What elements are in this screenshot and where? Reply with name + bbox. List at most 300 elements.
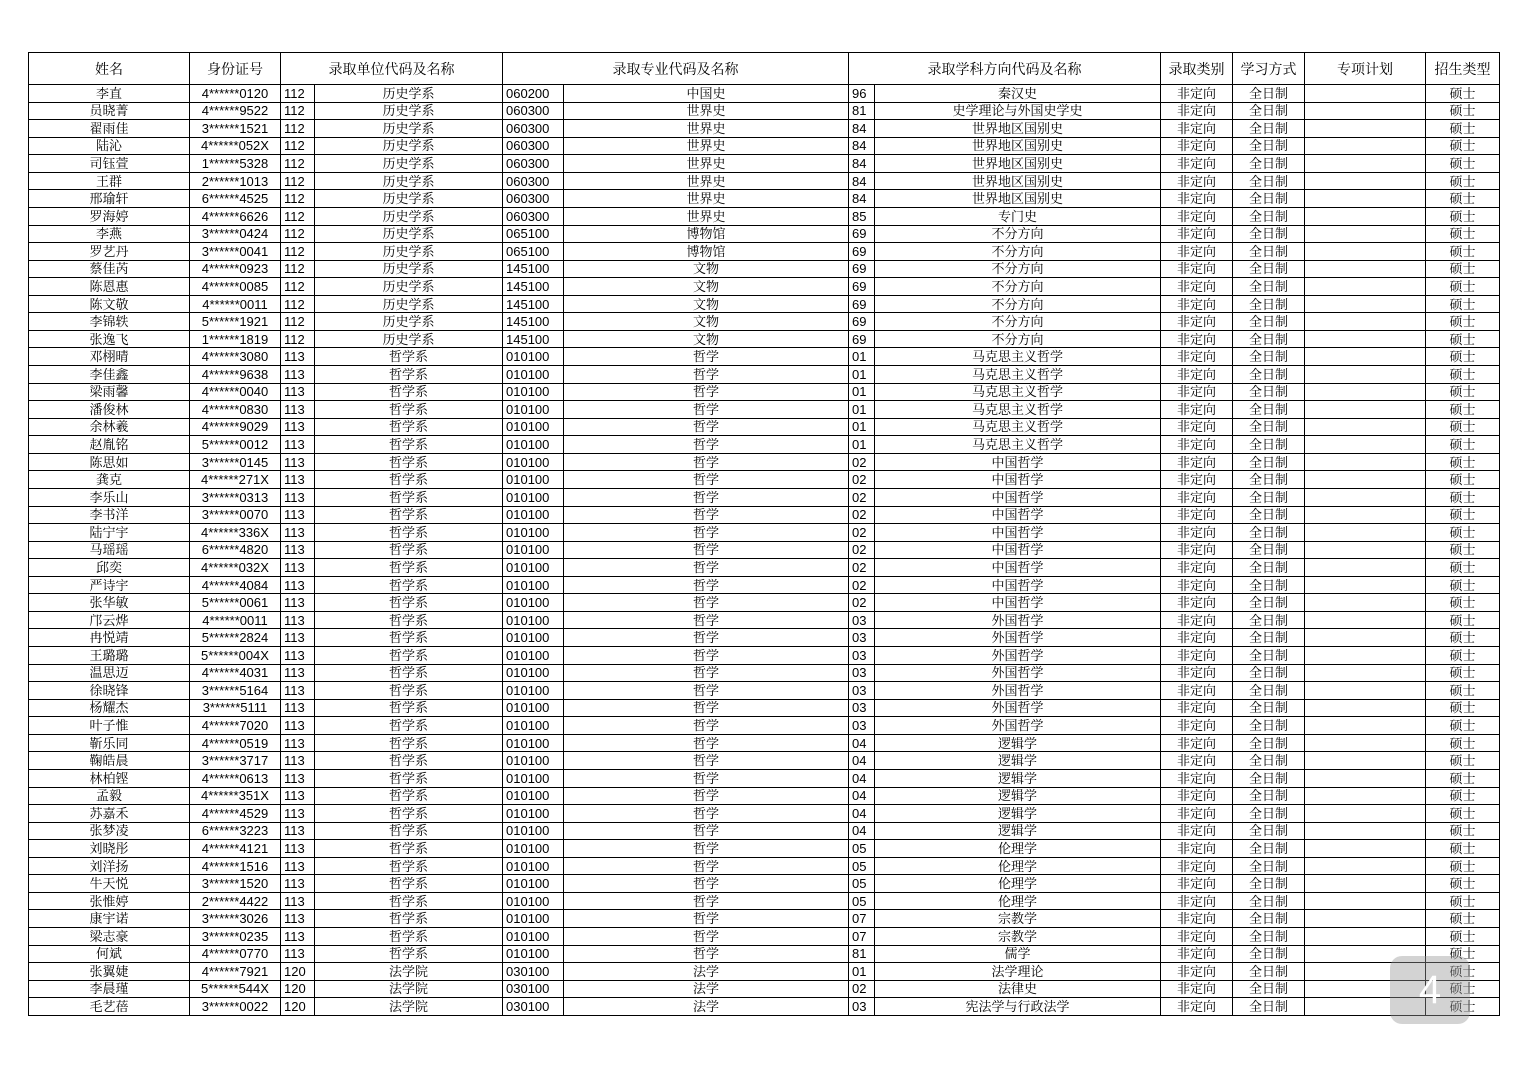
cell-name: 邝云烨	[29, 611, 190, 629]
cell-major-code: 030100	[503, 980, 564, 998]
cell-name: 龚克	[29, 471, 190, 489]
cell-unit-name: 哲学系	[315, 506, 503, 524]
cell-major-name: 哲学	[564, 629, 849, 647]
cell-study-mode: 全日制	[1233, 172, 1305, 190]
cell-special-plan	[1305, 383, 1426, 401]
cell-major-name: 哲学	[564, 945, 849, 963]
cell-enroll-type: 硕士	[1426, 348, 1500, 366]
cell-unit-name: 哲学系	[315, 629, 503, 647]
cell-direction-code: 04	[849, 787, 875, 805]
cell-study-mode: 全日制	[1233, 664, 1305, 682]
table-row	[29, 875, 1500, 893]
table-row	[29, 717, 1500, 735]
cell-unit-name: 历史学系	[315, 137, 503, 155]
cell-enroll-type: 硕士	[1426, 102, 1500, 120]
cell-unit-code: 113	[281, 857, 315, 875]
cell-name: 何斌	[29, 945, 190, 963]
cell-unit-name: 哲学系	[315, 471, 503, 489]
cell-name: 牛天悦	[29, 875, 190, 893]
cell-direction-name: 中国哲学	[875, 524, 1161, 542]
cell-direction-code: 03	[849, 664, 875, 682]
cell-special-plan	[1305, 488, 1426, 506]
cell-name: 李乐山	[29, 488, 190, 506]
cell-name: 邓栩晴	[29, 348, 190, 366]
cell-direction-name: 法律史	[875, 980, 1161, 998]
cell-unit-name: 哲学系	[315, 401, 503, 419]
cell-special-plan	[1305, 436, 1426, 454]
cell-direction-name: 不分方向	[875, 313, 1161, 331]
table-row	[29, 348, 1500, 366]
cell-unit-name: 法学院	[315, 980, 503, 998]
cell-major-code: 010100	[503, 366, 564, 384]
table-row	[29, 559, 1500, 577]
cell-category: 非定向	[1161, 928, 1233, 946]
cell-unit-code: 113	[281, 629, 315, 647]
cell-study-mode: 全日制	[1233, 207, 1305, 225]
table-row	[29, 769, 1500, 787]
cell-id-number: 4******0923	[190, 260, 281, 278]
cell-special-plan	[1305, 611, 1426, 629]
cell-name: 蔡佳芮	[29, 260, 190, 278]
cell-enroll-type: 硕士	[1426, 928, 1500, 946]
cell-unit-name: 法学院	[315, 998, 503, 1016]
cell-major-code: 060300	[503, 172, 564, 190]
cell-unit-code: 113	[281, 875, 315, 893]
cell-direction-name: 世界地区国别史	[875, 172, 1161, 190]
cell-name: 罗艺丹	[29, 243, 190, 261]
cell-major-code: 010100	[503, 892, 564, 910]
cell-unit-name: 历史学系	[315, 172, 503, 190]
cell-unit-code: 112	[281, 260, 315, 278]
cell-unit-name: 哲学系	[315, 383, 503, 401]
cell-enroll-type: 硕士	[1426, 330, 1500, 348]
cell-unit-name: 历史学系	[315, 330, 503, 348]
cell-id-number: 5******2824	[190, 629, 281, 647]
cell-special-plan	[1305, 418, 1426, 436]
cell-direction-name: 中国哲学	[875, 453, 1161, 471]
cell-unit-code: 113	[281, 611, 315, 629]
cell-enroll-type: 硕士	[1426, 401, 1500, 419]
cell-direction-code: 03	[849, 629, 875, 647]
cell-name: 司钰萱	[29, 155, 190, 173]
cell-enroll-type: 硕士	[1426, 120, 1500, 138]
cell-unit-code: 113	[281, 559, 315, 577]
cell-special-plan	[1305, 524, 1426, 542]
cell-unit-name: 历史学系	[315, 313, 503, 331]
cell-direction-name: 世界地区国别史	[875, 155, 1161, 173]
cell-unit-code: 112	[281, 207, 315, 225]
cell-study-mode: 全日制	[1233, 155, 1305, 173]
cell-direction-name: 宗教学	[875, 928, 1161, 946]
cell-direction-name: 世界地区国别史	[875, 190, 1161, 208]
cell-enroll-type: 硕士	[1426, 611, 1500, 629]
cell-direction-code: 69	[849, 313, 875, 331]
cell-major-name: 世界史	[564, 190, 849, 208]
cell-direction-code: 84	[849, 120, 875, 138]
cell-category: 非定向	[1161, 471, 1233, 489]
cell-direction-code: 02	[849, 541, 875, 559]
table-row	[29, 910, 1500, 928]
cell-category: 非定向	[1161, 629, 1233, 647]
cell-unit-code: 113	[281, 717, 315, 735]
cell-direction-name: 伦理学	[875, 875, 1161, 893]
table-row	[29, 471, 1500, 489]
cell-unit-code: 112	[281, 85, 315, 103]
cell-direction-name: 逻辑学	[875, 805, 1161, 823]
cell-major-code: 010100	[503, 734, 564, 752]
table-row	[29, 260, 1500, 278]
cell-major-code: 010100	[503, 857, 564, 875]
cell-category: 非定向	[1161, 172, 1233, 190]
cell-major-code: 060300	[503, 207, 564, 225]
cell-category: 非定向	[1161, 278, 1233, 296]
cell-special-plan	[1305, 752, 1426, 770]
cell-study-mode: 全日制	[1233, 892, 1305, 910]
cell-major-code: 010100	[503, 752, 564, 770]
table-row	[29, 207, 1500, 225]
cell-id-number: 3******0313	[190, 488, 281, 506]
cell-direction-name: 马克思主义哲学	[875, 418, 1161, 436]
cell-study-mode: 全日制	[1233, 383, 1305, 401]
cell-unit-name: 哲学系	[315, 875, 503, 893]
cell-major-name: 哲学	[564, 611, 849, 629]
cell-enroll-type: 硕士	[1426, 85, 1500, 103]
cell-major-code: 010100	[503, 840, 564, 858]
cell-unit-name: 哲学系	[315, 488, 503, 506]
table-row	[29, 629, 1500, 647]
cell-id-number: 4******032X	[190, 559, 281, 577]
cell-major-name: 哲学	[564, 453, 849, 471]
table-body	[29, 85, 1500, 1016]
cell-name: 李晨瑾	[29, 980, 190, 998]
cell-study-mode: 全日制	[1233, 699, 1305, 717]
cell-enroll-type: 硕士	[1426, 366, 1500, 384]
cell-unit-name: 哲学系	[315, 717, 503, 735]
cell-major-code: 145100	[503, 295, 564, 313]
table-row	[29, 945, 1500, 963]
cell-id-number: 3******0022	[190, 998, 281, 1016]
cell-unit-name: 哲学系	[315, 647, 503, 665]
cell-enroll-type: 硕士	[1426, 383, 1500, 401]
cell-name: 潘俊林	[29, 401, 190, 419]
table-row	[29, 330, 1500, 348]
cell-direction-name: 不分方向	[875, 330, 1161, 348]
cell-unit-name: 历史学系	[315, 243, 503, 261]
table-row	[29, 998, 1500, 1016]
cell-major-code: 010100	[503, 928, 564, 946]
cell-category: 非定向	[1161, 664, 1233, 682]
table-row	[29, 120, 1500, 138]
cell-name: 王璐璐	[29, 647, 190, 665]
cell-enroll-type: 硕士	[1426, 453, 1500, 471]
cell-unit-code: 112	[281, 155, 315, 173]
cell-unit-code: 113	[281, 401, 315, 419]
cell-major-name: 哲学	[564, 524, 849, 542]
table-row	[29, 928, 1500, 946]
cell-unit-name: 历史学系	[315, 207, 503, 225]
cell-category: 非定向	[1161, 576, 1233, 594]
cell-unit-name: 哲学系	[315, 945, 503, 963]
cell-special-plan	[1305, 576, 1426, 594]
table-row	[29, 190, 1500, 208]
cell-study-mode: 全日制	[1233, 102, 1305, 120]
cell-major-code: 060200	[503, 85, 564, 103]
cell-major-name: 文物	[564, 260, 849, 278]
cell-major-code: 010100	[503, 506, 564, 524]
cell-id-number: 4******9522	[190, 102, 281, 120]
table-row	[29, 155, 1500, 173]
header-id-number: 身份证号	[190, 53, 281, 85]
cell-direction-name: 中国哲学	[875, 559, 1161, 577]
cell-unit-name: 哲学系	[315, 366, 503, 384]
cell-unit-name: 历史学系	[315, 120, 503, 138]
cell-study-mode: 全日制	[1233, 822, 1305, 840]
cell-name: 余林羲	[29, 418, 190, 436]
cell-special-plan	[1305, 822, 1426, 840]
cell-unit-code: 112	[281, 172, 315, 190]
cell-name: 翟雨佳	[29, 120, 190, 138]
cell-study-mode: 全日制	[1233, 682, 1305, 700]
cell-special-plan	[1305, 155, 1426, 173]
cell-id-number: 4******351X	[190, 787, 281, 805]
cell-unit-name: 哲学系	[315, 805, 503, 823]
page-number-badge: 4	[1390, 956, 1470, 1024]
cell-major-name: 世界史	[564, 172, 849, 190]
cell-special-plan	[1305, 717, 1426, 735]
cell-category: 非定向	[1161, 190, 1233, 208]
cell-id-number: 4******9638	[190, 366, 281, 384]
cell-category: 非定向	[1161, 243, 1233, 261]
cell-study-mode: 全日制	[1233, 910, 1305, 928]
cell-major-code: 010100	[503, 787, 564, 805]
cell-category: 非定向	[1161, 120, 1233, 138]
cell-id-number: 4******0613	[190, 769, 281, 787]
cell-unit-code: 113	[281, 840, 315, 858]
cell-direction-name: 宪法学与行政法学	[875, 998, 1161, 1016]
cell-study-mode: 全日制	[1233, 401, 1305, 419]
cell-name: 邢瑜轩	[29, 190, 190, 208]
cell-enroll-type: 硕士	[1426, 664, 1500, 682]
cell-name: 张华敏	[29, 594, 190, 612]
header-study-mode: 学习方式	[1233, 53, 1305, 85]
cell-unit-code: 113	[281, 769, 315, 787]
cell-enroll-type: 硕士	[1426, 682, 1500, 700]
header-major: 录取专业代码及名称	[503, 53, 849, 85]
cell-unit-code: 113	[281, 506, 315, 524]
cell-special-plan	[1305, 699, 1426, 717]
cell-study-mode: 全日制	[1233, 278, 1305, 296]
cell-unit-name: 哲学系	[315, 840, 503, 858]
cell-major-code: 010100	[503, 769, 564, 787]
cell-unit-name: 哲学系	[315, 348, 503, 366]
cell-direction-name: 马克思主义哲学	[875, 383, 1161, 401]
cell-unit-code: 113	[281, 752, 315, 770]
table-row	[29, 980, 1500, 998]
cell-major-name: 法学	[564, 998, 849, 1016]
cell-direction-name: 法学理论	[875, 963, 1161, 981]
cell-major-code: 010100	[503, 471, 564, 489]
cell-major-code: 010100	[503, 682, 564, 700]
cell-major-name: 哲学	[564, 857, 849, 875]
cell-id-number: 5******544X	[190, 980, 281, 998]
cell-unit-code: 112	[281, 243, 315, 261]
cell-unit-code: 113	[281, 453, 315, 471]
cell-direction-code: 01	[849, 418, 875, 436]
cell-direction-name: 秦汉史	[875, 85, 1161, 103]
cell-unit-code: 112	[281, 313, 315, 331]
cell-id-number: 3******0041	[190, 243, 281, 261]
cell-special-plan	[1305, 910, 1426, 928]
cell-major-code: 010100	[503, 664, 564, 682]
cell-unit-name: 哲学系	[315, 769, 503, 787]
cell-id-number: 6******4820	[190, 541, 281, 559]
cell-direction-code: 03	[849, 717, 875, 735]
table-row	[29, 295, 1500, 313]
table-row	[29, 453, 1500, 471]
table-row	[29, 647, 1500, 665]
cell-enroll-type: 硕士	[1426, 488, 1500, 506]
cell-name: 刘洋扬	[29, 857, 190, 875]
cell-major-code: 010100	[503, 576, 564, 594]
cell-direction-name: 中国哲学	[875, 488, 1161, 506]
cell-major-code: 060300	[503, 190, 564, 208]
cell-direction-code: 84	[849, 172, 875, 190]
cell-unit-code: 112	[281, 190, 315, 208]
cell-enroll-type: 硕士	[1426, 699, 1500, 717]
cell-unit-code: 113	[281, 418, 315, 436]
cell-id-number: 4******7020	[190, 717, 281, 735]
cell-enroll-type: 硕士	[1426, 892, 1500, 910]
cell-major-code: 010100	[503, 453, 564, 471]
cell-special-plan	[1305, 892, 1426, 910]
table-row	[29, 840, 1500, 858]
cell-unit-code: 113	[281, 576, 315, 594]
cell-major-code: 010100	[503, 805, 564, 823]
cell-major-name: 哲学	[564, 664, 849, 682]
header-special-plan: 专项计划	[1305, 53, 1426, 85]
cell-unit-code: 112	[281, 225, 315, 243]
cell-category: 非定向	[1161, 137, 1233, 155]
cell-major-name: 哲学	[564, 928, 849, 946]
cell-name: 梁志豪	[29, 928, 190, 946]
cell-direction-name: 逻辑学	[875, 734, 1161, 752]
cell-category: 非定向	[1161, 910, 1233, 928]
header-unit: 录取单位代码及名称	[281, 53, 503, 85]
cell-id-number: 2******1013	[190, 172, 281, 190]
cell-major-code: 145100	[503, 278, 564, 296]
cell-direction-code: 69	[849, 225, 875, 243]
cell-enroll-type: 硕士	[1426, 998, 1500, 1016]
cell-unit-name: 哲学系	[315, 734, 503, 752]
table-row	[29, 857, 1500, 875]
cell-major-code: 010100	[503, 699, 564, 717]
cell-direction-code: 69	[849, 295, 875, 313]
cell-unit-name: 哲学系	[315, 436, 503, 454]
cell-unit-name: 哲学系	[315, 418, 503, 436]
cell-major-code: 010100	[503, 594, 564, 612]
cell-major-name: 哲学	[564, 559, 849, 577]
cell-id-number: 4******0011	[190, 611, 281, 629]
cell-special-plan	[1305, 313, 1426, 331]
cell-unit-code: 113	[281, 892, 315, 910]
cell-enroll-type: 硕士	[1426, 190, 1500, 208]
cell-study-mode: 全日制	[1233, 875, 1305, 893]
cell-category: 非定向	[1161, 436, 1233, 454]
cell-unit-code: 113	[281, 822, 315, 840]
cell-special-plan	[1305, 559, 1426, 577]
cell-enroll-type: 硕士	[1426, 155, 1500, 173]
cell-unit-name: 哲学系	[315, 699, 503, 717]
cell-direction-code: 02	[849, 576, 875, 594]
cell-category: 非定向	[1161, 963, 1233, 981]
cell-name: 靳乐同	[29, 734, 190, 752]
cell-special-plan	[1305, 366, 1426, 384]
cell-enroll-type: 硕士	[1426, 436, 1500, 454]
cell-enroll-type: 硕士	[1426, 980, 1500, 998]
cell-major-name: 世界史	[564, 155, 849, 173]
cell-name: 孟毅	[29, 787, 190, 805]
cell-category: 非定向	[1161, 822, 1233, 840]
cell-unit-code: 113	[281, 682, 315, 700]
cell-study-mode: 全日制	[1233, 313, 1305, 331]
cell-direction-name: 外国哲学	[875, 664, 1161, 682]
table-row	[29, 488, 1500, 506]
cell-major-name: 哲学	[564, 910, 849, 928]
cell-major-name: 哲学	[564, 699, 849, 717]
cell-name: 李直	[29, 85, 190, 103]
cell-enroll-type: 硕士	[1426, 225, 1500, 243]
cell-major-code: 010100	[503, 488, 564, 506]
cell-unit-code: 120	[281, 998, 315, 1016]
table-row	[29, 752, 1500, 770]
cell-category: 非定向	[1161, 541, 1233, 559]
cell-direction-code: 85	[849, 207, 875, 225]
cell-special-plan	[1305, 734, 1426, 752]
cell-study-mode: 全日制	[1233, 611, 1305, 629]
cell-major-code: 060300	[503, 120, 564, 138]
cell-direction-code: 02	[849, 453, 875, 471]
cell-direction-name: 中国哲学	[875, 471, 1161, 489]
cell-direction-code: 02	[849, 980, 875, 998]
cell-major-name: 世界史	[564, 137, 849, 155]
cell-direction-code: 02	[849, 524, 875, 542]
cell-name: 陈文敬	[29, 295, 190, 313]
cell-direction-name: 马克思主义哲学	[875, 436, 1161, 454]
cell-direction-code: 05	[849, 857, 875, 875]
cell-direction-code: 96	[849, 85, 875, 103]
cell-major-name: 哲学	[564, 348, 849, 366]
cell-special-plan	[1305, 120, 1426, 138]
cell-name: 李佳鑫	[29, 366, 190, 384]
table-row	[29, 541, 1500, 559]
cell-category: 非定向	[1161, 892, 1233, 910]
cell-special-plan	[1305, 769, 1426, 787]
cell-special-plan	[1305, 260, 1426, 278]
cell-unit-code: 113	[281, 699, 315, 717]
cell-direction-code: 69	[849, 260, 875, 278]
cell-id-number: 2******4422	[190, 892, 281, 910]
cell-major-name: 哲学	[564, 576, 849, 594]
cell-unit-name: 哲学系	[315, 611, 503, 629]
cell-direction-code: 84	[849, 155, 875, 173]
cell-enroll-type: 硕士	[1426, 734, 1500, 752]
cell-special-plan	[1305, 928, 1426, 946]
cell-category: 非定向	[1161, 682, 1233, 700]
cell-major-code: 010100	[503, 647, 564, 665]
cell-direction-code: 03	[849, 682, 875, 700]
cell-id-number: 4******271X	[190, 471, 281, 489]
cell-id-number: 3******5111	[190, 699, 281, 717]
